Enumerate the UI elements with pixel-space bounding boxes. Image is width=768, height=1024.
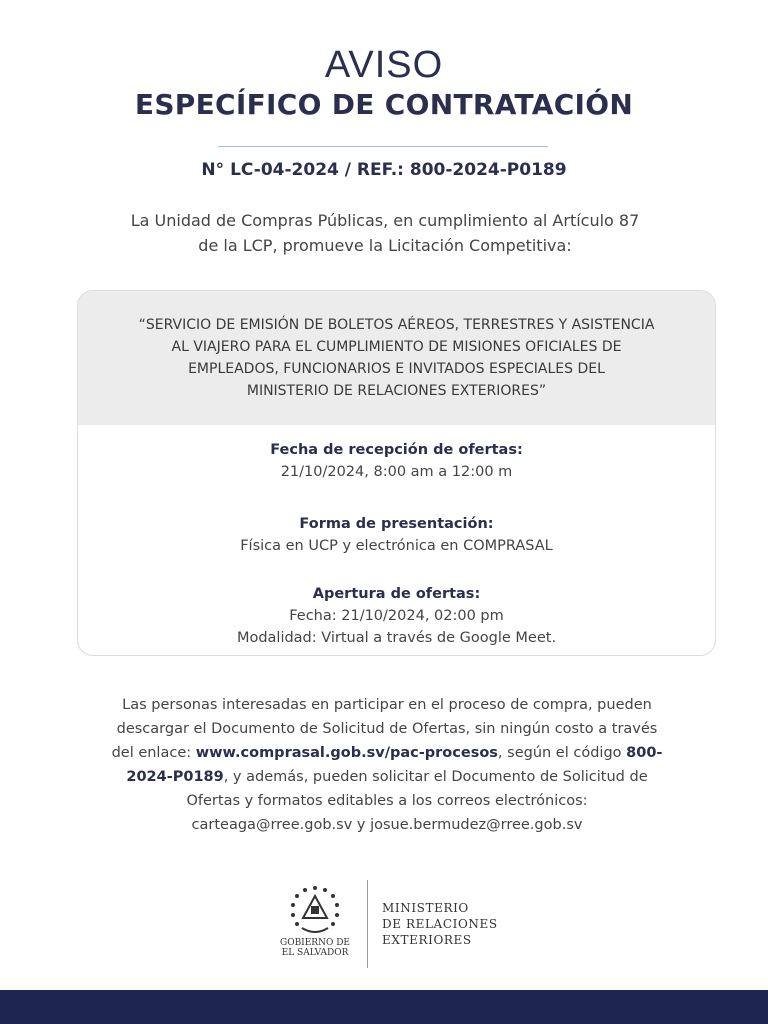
footer-line-1: Las personas interesadas en participar en el proceso de compra, pueden — [122, 697, 652, 713]
gov-line-1: GOBIERNO DE — [280, 938, 350, 948]
ministry-line-1: MINISTERIO — [382, 901, 469, 915]
service-title — [102, 314, 692, 402]
footer-line-2: descargar el Documento de Solicitud de Ofertas, sin ningún costo a través — [116, 721, 658, 737]
gov-line-2: EL SALVADOR — [281, 948, 349, 958]
process-code-part2: 2024-P0189 — [126, 769, 224, 785]
logo-divider — [367, 880, 368, 968]
service-line-2: AL VIAJERO PARA EL CUMPLIMIENTO DE MISIONES OFICIALES DE — [171, 339, 622, 355]
reception-label: Fecha de recepción de ofertas: — [270, 442, 523, 458]
footer-line-3 — [92, 741, 682, 765]
intro-line-2: de la LCP, promueve la Licitación Competitiva: — [198, 236, 572, 255]
intro-line-1: La Unidad de Compras Públicas, en cumplimiento al Artículo 87 — [130, 211, 640, 230]
opening-mode: Modalidad: Virtual a través de Google Meet. — [236, 630, 557, 646]
title-aviso: AVISO — [324, 44, 444, 86]
presentation-label: Forma de presentación: — [299, 516, 494, 532]
title-divider — [218, 146, 548, 147]
bottom-color-bar — [0, 990, 768, 1024]
reception-value: 21/10/2024, 8:00 am a 12:00 m — [280, 464, 513, 480]
ministry-name — [382, 900, 498, 948]
comprasal-link[interactable]: www.comprasal.gob.sv/pac-procesos — [195, 745, 498, 761]
government-label — [270, 938, 360, 958]
footer-line-4 — [92, 765, 682, 789]
presentation-value: Física en UCP y electrónica en COMPRASAL — [240, 538, 553, 554]
opening-label: Apertura de ofertas: — [312, 586, 481, 602]
service-line-3: EMPLEADOS, FUNCIONARIOS E INVITADOS ESPECIALES DEL — [188, 361, 605, 377]
reference-number: N° LC-04-2024 / REF.: 800-2024-P0189 — [201, 160, 567, 180]
page-title: ESPECÍFICO DE CONTRATACIÓN — [134, 88, 634, 121]
footer-line-5: Ofertas y formatos editables a los correos electrónicos: — [186, 793, 588, 809]
intro-paragraph — [90, 208, 680, 258]
contact-emails: carteaga@rree.gob.sv y josue.bermudez@rree.gob.sv — [191, 817, 583, 833]
ministry-line-3: EXTERIORES — [382, 933, 472, 947]
service-title-panel — [78, 291, 715, 425]
opening-date: Fecha: 21/10/2024, 02:00 pm — [289, 608, 504, 624]
opening-block — [78, 583, 715, 649]
coat-of-arms-icon — [282, 882, 348, 938]
footer-link-prefix: del enlace: — [111, 745, 196, 761]
branding-area — [270, 872, 550, 972]
footer-line-4-text: , y además, pueden solicitar el Documento de Solicitud de — [223, 769, 648, 785]
footer-code-prefix: , según el código — [497, 745, 627, 761]
process-code-part1: 800- — [626, 745, 663, 761]
service-line-4: MINISTERIO DE RELACIONES EXTERIORES” — [246, 383, 547, 399]
instructions-paragraph — [92, 693, 682, 837]
service-line-1: “SERVICIO DE EMISIÓN DE BOLETOS AÉREOS, TERRESTRES Y ASISTENCIA — [138, 317, 655, 333]
ministry-line-2: DE RELACIONES — [382, 917, 498, 931]
presentation-block — [78, 513, 715, 557]
tender-details-card — [77, 290, 716, 656]
reception-block — [78, 439, 715, 483]
